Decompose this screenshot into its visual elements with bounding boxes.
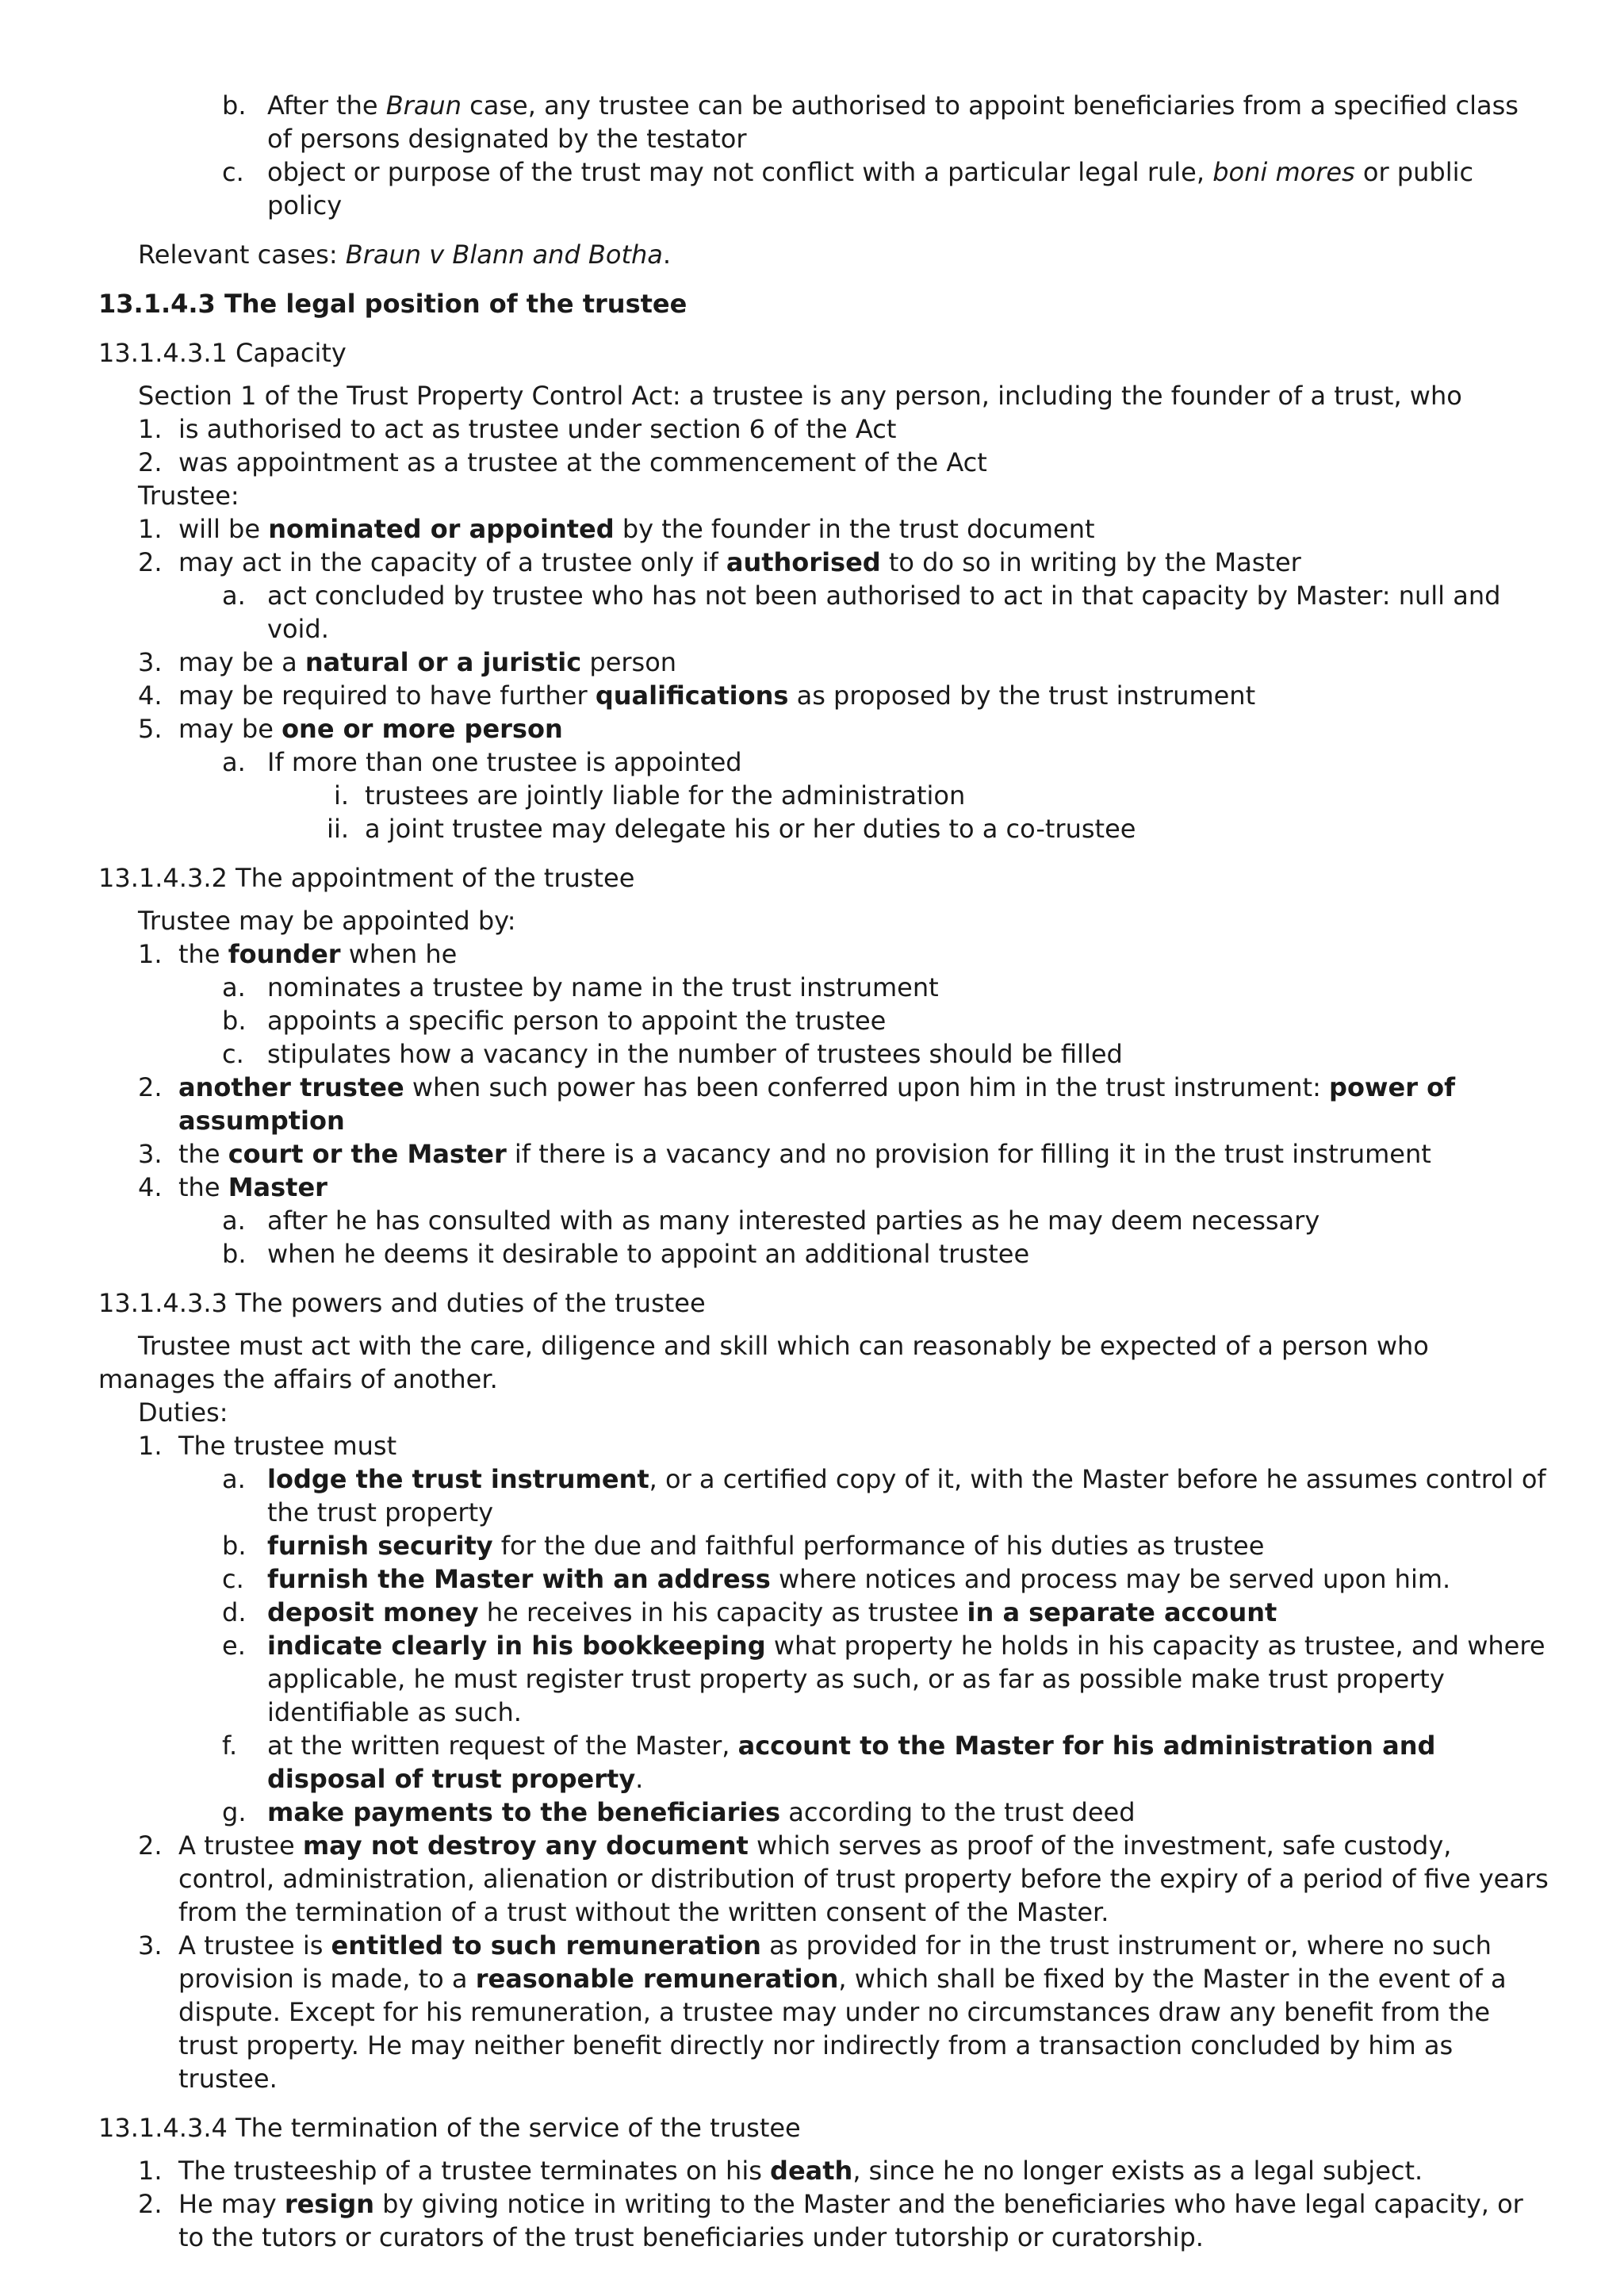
list-marker: b.	[222, 1531, 247, 1561]
subsection-heading	[98, 336, 1549, 370]
list-marker: 3.	[138, 647, 163, 677]
text-run: 13.1.4.3.3 The powers and duties of the trustee	[98, 1288, 706, 1318]
text-run: case, any trustee can be authorised to appoint beneficiaries from a specified class of persons designated by the testator	[267, 90, 1519, 154]
list-marker: a.	[222, 972, 246, 1002]
text-run: act concluded by trustee who has not been authorised to act in that capacity by Master: null and void.	[267, 581, 1501, 644]
list-item	[98, 1629, 1549, 1729]
bold-text: entitled to such remuneration	[331, 1930, 761, 1961]
bold-text: in a separate account	[967, 1597, 1277, 1627]
list-marker: e.	[222, 1631, 246, 1661]
bold-text: account to the Master for his administration and disposal of trust property	[267, 1731, 1436, 1794]
list-item	[98, 512, 1549, 546]
text-run: Trustee may be appointed by:	[138, 906, 516, 936]
text-run: He may	[178, 2189, 285, 2219]
list-item	[98, 1204, 1549, 1237]
text-run: The trustee must	[178, 1431, 397, 1461]
list-item	[98, 446, 1549, 479]
list-marker: g.	[222, 1797, 247, 1827]
list-item	[98, 1529, 1549, 1562]
list-item	[98, 1929, 1549, 2095]
text-run: will be	[178, 514, 269, 544]
spacer	[98, 370, 1549, 379]
text-run: may be required to have further	[178, 680, 596, 711]
bold-text: nominated or appointed	[268, 514, 615, 544]
list-marker: a.	[222, 1205, 246, 1236]
spacer	[98, 320, 1549, 336]
text-run: object or purpose of the trust may not conflict with a particular legal rule,	[267, 157, 1213, 187]
list-marker: d.	[222, 1597, 247, 1627]
spacer	[98, 271, 1549, 287]
list-item	[98, 1037, 1549, 1071]
list-marker: c.	[222, 1564, 244, 1594]
list-marker: i.	[333, 780, 349, 811]
list-marker: 2.	[138, 547, 163, 577]
list-marker: c.	[222, 1039, 244, 1069]
bold-text: Master	[228, 1172, 327, 1202]
list-item	[98, 1462, 1549, 1529]
spacer	[98, 2145, 1549, 2154]
section-heading	[98, 287, 1549, 320]
paragraph	[98, 479, 1549, 512]
text-run: After the	[267, 90, 386, 121]
list-item	[98, 1171, 1549, 1204]
text-run: appoints a specific person to appoint the trustee	[267, 1006, 887, 1036]
bold-text: 13.1.4.3 The legal position of the trustee	[98, 289, 688, 319]
text-run: 13.1.4.3.2 The appointment of the trustee	[98, 863, 635, 893]
bold-text: indicate clearly in his bookkeeping	[267, 1631, 766, 1661]
text-run: 13.1.4.3.4 The termination of the service of the trustee	[98, 2113, 801, 2143]
text-run: Trustee:	[138, 481, 239, 511]
subsection-heading	[98, 2111, 1549, 2145]
italic-text: Braun v Blann and Botha	[345, 240, 663, 270]
text-run: The trusteeship of a trustee terminates on his	[178, 2156, 771, 2186]
spacer	[98, 1271, 1549, 1286]
text-run: for the due and faithful performance of his duties as trustee	[492, 1531, 1265, 1561]
paragraph	[98, 379, 1549, 412]
bold-text: reasonable remuneration	[475, 1964, 839, 1994]
list-item	[98, 1071, 1549, 1137]
spacer	[98, 2095, 1549, 2111]
list-marker: 3.	[138, 1930, 163, 1961]
text-run: trustees are jointly liable for the administration	[365, 780, 966, 811]
list-marker: 1.	[138, 939, 163, 969]
text-run: Trustee must act with the care, diligence and skill which can reasonably be expected of a person who manages the affairs of another.	[98, 1331, 1429, 1394]
list-item	[98, 746, 1549, 779]
list-item	[98, 971, 1549, 1004]
list-marker: ii.	[327, 814, 349, 844]
list-marker: 4.	[138, 1172, 163, 1202]
bold-text: court or the Master	[228, 1139, 507, 1169]
list-item	[98, 1237, 1549, 1271]
text-run: the	[178, 1139, 228, 1169]
bold-text: another trustee	[178, 1072, 404, 1102]
text-run: what property he holds in his capacity as trustee, and where applicable, he must register trust property as such, or as far as possible make trust property identifiable as such.	[267, 1631, 1545, 1727]
spacer	[98, 895, 1549, 904]
spacer	[98, 1320, 1549, 1329]
list-marker: 1.	[138, 1431, 163, 1461]
list-item	[98, 1004, 1549, 1037]
bold-text: make payments to the beneficiaries	[267, 1797, 781, 1827]
list-item	[98, 679, 1549, 712]
list-item	[98, 1137, 1549, 1171]
text-run: which serves as proof of the investment, safe custody, control, administration, alienation or distribution of trust property before the expiry of a period of five years from the termination of a trust without the written consent of the Master.	[178, 1830, 1549, 1927]
list-item	[98, 579, 1549, 646]
list-item	[98, 712, 1549, 746]
text-run: is authorised to act as trustee under section 6 of the Act	[178, 414, 897, 444]
list-marker: 2.	[138, 1830, 163, 1861]
text-run: nominates a trustee by name in the trust instrument	[267, 972, 939, 1002]
bold-text: natural or a juristic	[304, 647, 582, 677]
text-run: stipulates how a vacancy in the number of trustees should be filled	[267, 1039, 1123, 1069]
italic-text: boni mores	[1212, 157, 1355, 187]
list-marker: f.	[222, 1731, 238, 1761]
text-run: as proposed by the trust instrument	[788, 680, 1256, 711]
text-run: Relevant cases:	[138, 240, 346, 270]
list-item	[98, 1829, 1549, 1929]
list-item	[98, 2187, 1549, 2254]
text-run: may be a	[178, 647, 305, 677]
list-item	[98, 812, 1549, 845]
text-run: was appointment as a trustee at the commencement of the Act	[178, 447, 987, 477]
text-run: If more than one trustee is appointed	[267, 747, 742, 777]
list-marker: b.	[222, 1239, 247, 1269]
list-item	[98, 937, 1549, 971]
text-run: when such power has been conferred upon him in the trust instrument:	[404, 1072, 1330, 1102]
text-run: the	[178, 1172, 228, 1202]
text-run: person	[581, 647, 677, 677]
list-marker: b.	[222, 90, 247, 121]
list-marker: a.	[222, 581, 246, 611]
text-run: when he	[340, 939, 458, 969]
list-item	[98, 412, 1549, 446]
spacer	[98, 845, 1549, 861]
text-run: Section 1 of the Trust Property Control Act: a trustee is any person, including the founder of a trust, who	[138, 381, 1462, 411]
list-marker: 3.	[138, 1139, 163, 1169]
bold-text: lodge the trust instrument	[267, 1464, 649, 1494]
list-marker: 2.	[138, 2189, 163, 2219]
list-marker: b.	[222, 1006, 247, 1036]
bold-text: resign	[284, 2189, 374, 2219]
list-item	[98, 155, 1549, 222]
text-run: Duties:	[138, 1397, 228, 1428]
list-item	[98, 1596, 1549, 1629]
paragraph	[98, 1396, 1549, 1429]
subsection-heading	[98, 1286, 1549, 1320]
list-item	[98, 546, 1549, 579]
list-item	[98, 646, 1549, 679]
list-item	[98, 1562, 1549, 1596]
list-marker: c.	[222, 157, 244, 187]
list-marker: 2.	[138, 1072, 163, 1102]
text-run: to do so in writing by the Master	[880, 547, 1301, 577]
text-run: where notices and process may be served upon him.	[770, 1564, 1451, 1594]
bold-text: deposit money	[267, 1597, 479, 1627]
paragraph	[98, 1329, 1549, 1396]
list-item	[98, 1729, 1549, 1796]
paragraph	[98, 904, 1549, 937]
list-item	[98, 1796, 1549, 1829]
bold-text: qualifications	[595, 680, 789, 711]
text-run: at the written request of the Master,	[267, 1731, 738, 1761]
italic-text: Braun	[385, 90, 462, 121]
text-run: according to the trust deed	[780, 1797, 1136, 1827]
list-item	[98, 1429, 1549, 1462]
text-run: .	[635, 1764, 644, 1794]
bold-text: founder	[228, 939, 341, 969]
text-run: , which shall be fixed by the Master in the event of a dispute. Except for his remuneration, a trustee may under no circumstances draw any benefit from the trust property. He may neither benefit directly nor indirectly from a transaction concluded by him as trustee.	[178, 1964, 1507, 2094]
text-run: , or a certified copy of it, with the Master before he assumes control of the trust property	[267, 1464, 1546, 1527]
text-run: A trustee is	[178, 1930, 331, 1961]
list-marker: 5.	[138, 714, 163, 744]
subsection-heading	[98, 861, 1549, 895]
text-run: or public policy	[267, 157, 1474, 220]
document-page	[98, 89, 1549, 2254]
text-run: , since he no longer exists as a legal subject.	[852, 2156, 1423, 2186]
text-run: by giving notice in writing to the Master and the beneficiaries who have legal capacity, or to the tutors or curators of the trust beneficiaries under tutorship or curatorship.	[178, 2189, 1523, 2252]
text-run: A trustee	[178, 1830, 303, 1861]
list-item	[98, 2154, 1549, 2187]
list-marker: a.	[222, 1464, 246, 1494]
bold-text: furnish the Master with an address	[267, 1564, 771, 1594]
text-run: after he has consulted with as many interested parties as he may deem necessary	[267, 1205, 1320, 1236]
bold-text: authorised	[726, 547, 881, 577]
text-run: 13.1.4.3.1 Capacity	[98, 338, 347, 368]
list-item	[98, 89, 1549, 155]
list-marker: 4.	[138, 680, 163, 711]
spacer	[98, 222, 1549, 238]
text-run: a joint trustee may delegate his or her duties to a co-trustee	[365, 814, 1136, 844]
list-item	[98, 779, 1549, 812]
bold-text: power of assumption	[178, 1072, 1456, 1136]
text-run: he receives in his capacity as trustee	[478, 1597, 967, 1627]
text-run: may act in the capacity of a trustee only if	[178, 547, 726, 577]
bold-text: one or more person	[282, 714, 563, 744]
paragraph	[98, 238, 1549, 271]
list-marker: 1.	[138, 2156, 163, 2186]
text-run: as provided for in the trust instrument or, where no such provision is made, to a	[178, 1930, 1492, 1994]
text-run: if there is a vacancy and no provision for filling it in the trust instrument	[506, 1139, 1431, 1169]
list-marker: 1.	[138, 414, 163, 444]
text-run: when he deems it desirable to appoint an additional trustee	[267, 1239, 1030, 1269]
text-run: may be	[178, 714, 282, 744]
list-marker: 1.	[138, 514, 163, 544]
list-marker: a.	[222, 747, 246, 777]
bold-text: furnish security	[267, 1531, 493, 1561]
text-run: by the founder in the trust document	[614, 514, 1095, 544]
text-run: the	[178, 939, 228, 969]
bold-text: may not destroy any document	[302, 1830, 749, 1861]
text-run: .	[662, 240, 672, 270]
list-marker: 2.	[138, 447, 163, 477]
bold-text: death	[770, 2156, 853, 2186]
